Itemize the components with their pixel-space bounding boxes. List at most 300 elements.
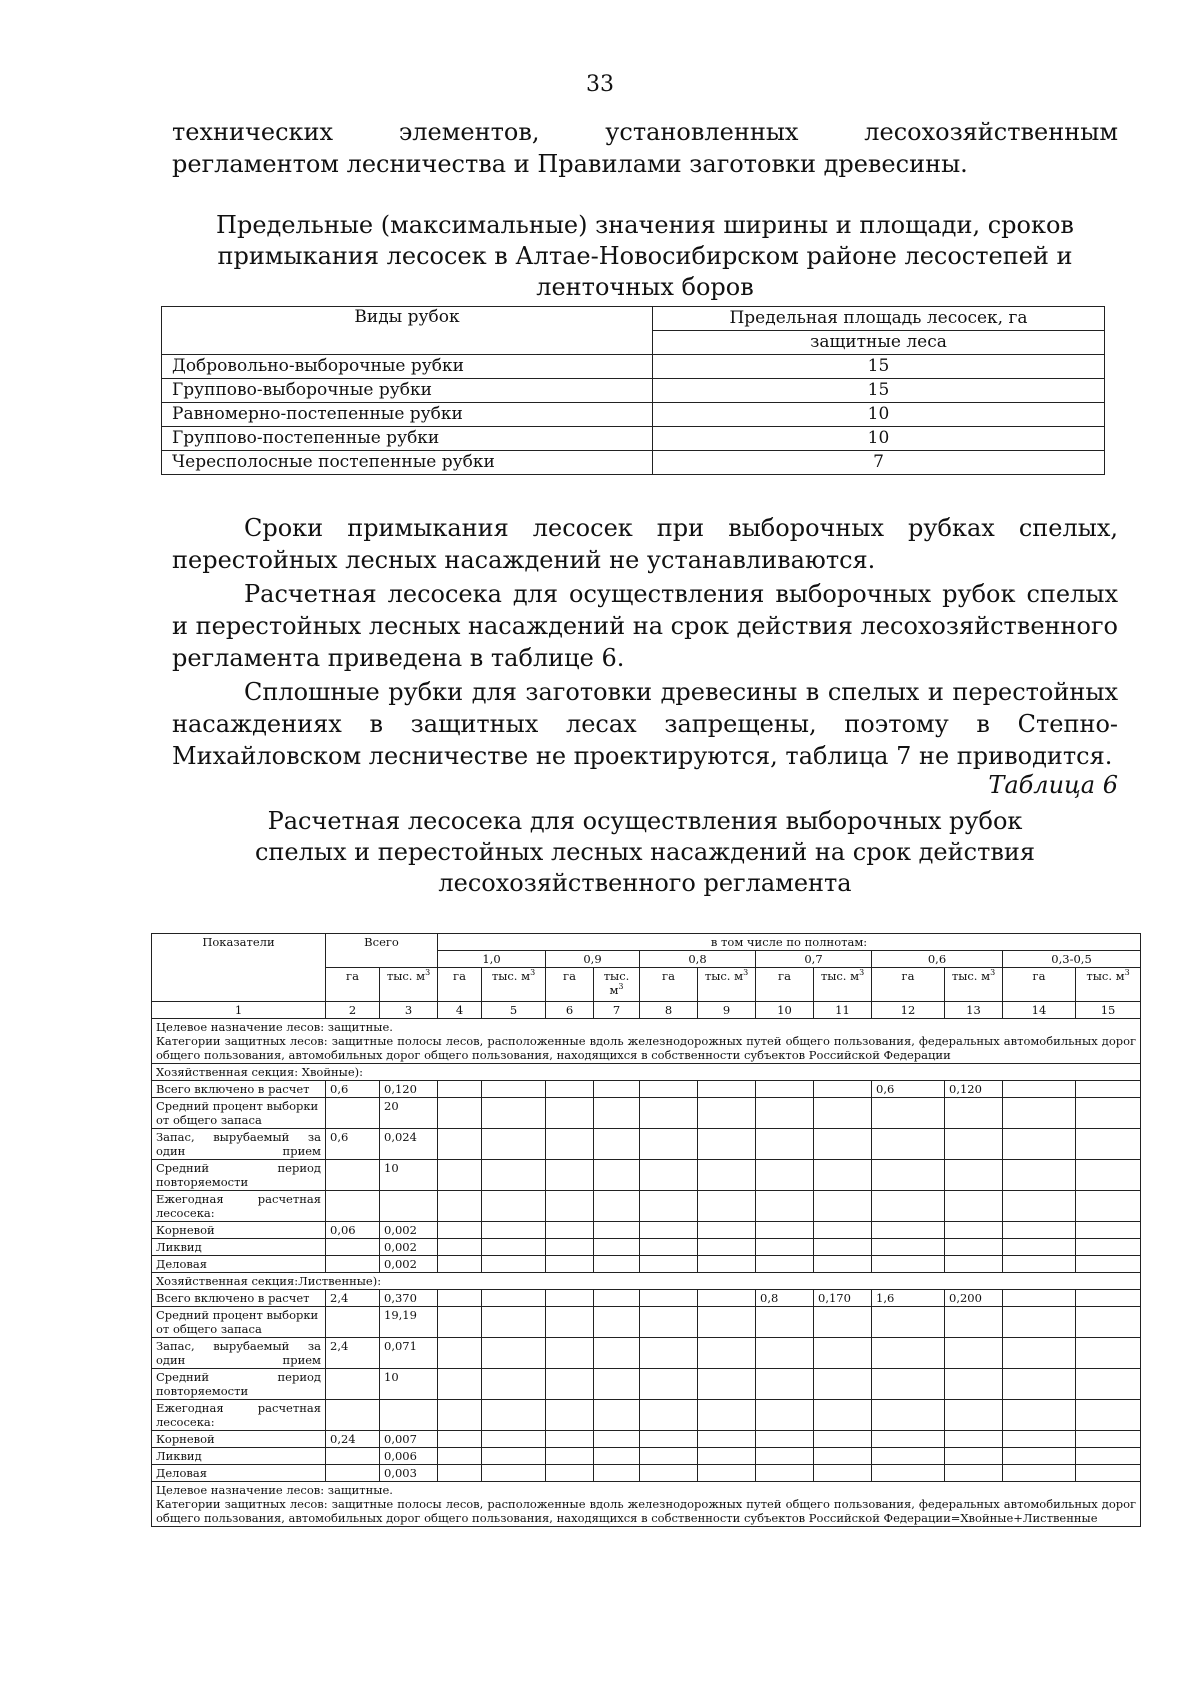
t1-row-name: Равномерно-постепенные рубки: [162, 403, 653, 427]
t2-cell: [698, 1290, 756, 1307]
t2-cell: [1076, 1369, 1141, 1400]
t2-cell: [438, 1256, 482, 1273]
t2-cell: [945, 1431, 1003, 1448]
t2-colnum: 10: [756, 1002, 814, 1019]
t2-cell: [1003, 1129, 1076, 1160]
t2-cell: [326, 1448, 380, 1465]
t2-unit-vol: тыс. $м^3$: [482, 968, 546, 1002]
t2-cell: 0,006: [380, 1448, 438, 1465]
t2-cell: [945, 1448, 1003, 1465]
t2-cell: [640, 1369, 698, 1400]
t2-unit-ha: га: [756, 968, 814, 1002]
t2-cell: [546, 1129, 594, 1160]
t2-density: 0,6: [872, 951, 1003, 968]
t2-column-numbers: [152, 1002, 1141, 1019]
t2-cell: [640, 1222, 698, 1239]
t2-h-by-density: в том числе по полнотам:: [438, 934, 1141, 951]
t2-cell: [698, 1191, 756, 1222]
t2-cell: 0,06: [326, 1222, 380, 1239]
t2-cell: [482, 1338, 546, 1369]
paragraph-1: Сроки примыкания лесосек при выборочных рубках спелых, перестойных лесных насаждений не устанавливаются.: [172, 514, 1118, 574]
table-row: [152, 1191, 1141, 1222]
t2-row-label: Средний процент выборки от общего запаса: [152, 1307, 326, 1338]
t2-colnum: 13: [945, 1002, 1003, 1019]
t2-cell: 0,6: [872, 1081, 945, 1098]
t2-density: 0,8: [640, 951, 756, 968]
t2-cell: [1076, 1160, 1141, 1191]
t2-cell: [756, 1465, 814, 1482]
t2-cell: [1003, 1222, 1076, 1239]
t2-cell: [546, 1369, 594, 1400]
t2-cell: [756, 1307, 814, 1338]
t2-row-label: Ликвид: [152, 1239, 326, 1256]
t2-cell: [1003, 1256, 1076, 1273]
t2-cell: [438, 1160, 482, 1191]
t1-row-value: 10: [653, 403, 1105, 427]
t1-row-name: Группово-постепенные рубки: [162, 427, 653, 451]
t2-cell: [438, 1448, 482, 1465]
t2-cell: [872, 1191, 945, 1222]
t2-cell: [756, 1191, 814, 1222]
t2-cell: 0,003: [380, 1465, 438, 1482]
t2-cell: [640, 1307, 698, 1338]
t2-cell: [945, 1160, 1003, 1191]
t2-cell: 0,002: [380, 1222, 438, 1239]
t2-row-label: Ежегодная расчетная лесосека:: [152, 1400, 326, 1431]
t2-cell: [482, 1098, 546, 1129]
t2-cell: [594, 1098, 640, 1129]
t2-colnum: 5: [482, 1002, 546, 1019]
t2-cell: [814, 1465, 872, 1482]
t2-row-label: Запас, вырубаемый за один прием: [152, 1129, 326, 1160]
t2-row-label: Корневой: [152, 1431, 326, 1448]
t2-cell: [1076, 1465, 1141, 1482]
t2-cell: [640, 1160, 698, 1191]
t2-cell: [326, 1465, 380, 1482]
t2-cell: [945, 1239, 1003, 1256]
table-row: [152, 1338, 1141, 1369]
t2-cell: [1076, 1222, 1141, 1239]
t2-cell: [546, 1465, 594, 1482]
t2-cell: [1003, 1307, 1076, 1338]
t2-cell: [546, 1222, 594, 1239]
t2-cell: [1003, 1081, 1076, 1098]
t2-cell: [640, 1256, 698, 1273]
t2-cell: [872, 1448, 945, 1465]
t2-cell: [594, 1222, 640, 1239]
t2-cell: 20: [380, 1098, 438, 1129]
t2-cell: [872, 1239, 945, 1256]
t2-categories-footer: Категории защитных лесов: защитные полосы лесов, расположенные вдоль железнодорожных путей общего пользования, федеральных автомобильных дорог общего пользования, автомобильных дорог общего пользования, находящихся в собственности субъектов Российской Федерации=Хвойные+Лиственные: [156, 1497, 1137, 1525]
t2-colnum: 14: [1003, 1002, 1076, 1019]
t1-row-name: Группово-выборочные рубки: [162, 379, 653, 403]
t2-cell: [698, 1448, 756, 1465]
t2-cell: [814, 1400, 872, 1431]
t2-cell: [482, 1307, 546, 1338]
t2-cell: [594, 1338, 640, 1369]
paragraph-3: Сплошные рубки для заготовки древесины в спелых и перестойных насаждениях в защитных лесах запрещены, поэтому в Степно-Михайловском лесничестве не проектируются, таблица 7 не приводится.: [172, 678, 1118, 770]
t2-row-label: Ликвид: [152, 1448, 326, 1465]
t2-cell: [640, 1400, 698, 1431]
t2-cell: [482, 1160, 546, 1191]
t2-row-label: Средний период повторяемости: [152, 1160, 326, 1191]
t2-unit-vol: тыс. $м^3$: [698, 968, 756, 1002]
t2-cell: [482, 1465, 546, 1482]
t2-cell: [698, 1400, 756, 1431]
t2-cell: [698, 1081, 756, 1098]
t2-cell: [326, 1256, 380, 1273]
t2-cell: [438, 1290, 482, 1307]
table-row: [152, 1431, 1141, 1448]
t2-cell: [546, 1431, 594, 1448]
t2-cell: [945, 1400, 1003, 1431]
t2-cell: [438, 1465, 482, 1482]
t2-cell: 0,200: [945, 1290, 1003, 1307]
t2-cell: [594, 1400, 640, 1431]
table-row: [162, 355, 1105, 379]
t2-cell: [872, 1465, 945, 1482]
t2-cell: [438, 1307, 482, 1338]
t2-cell: [1076, 1256, 1141, 1273]
t2-cell: 0,170: [814, 1290, 872, 1307]
t2-cell: [438, 1369, 482, 1400]
t2-cell: [698, 1431, 756, 1448]
t1-header-kinds: Виды рубок: [162, 307, 653, 355]
table1-cutting-limits: [161, 306, 1105, 475]
t2-cell: 0,24: [326, 1431, 380, 1448]
t2-colnum: 3: [380, 1002, 438, 1019]
t2-cell: 0,002: [380, 1239, 438, 1256]
t2-cell: [872, 1338, 945, 1369]
t2-cell: [438, 1081, 482, 1098]
t1-header-area: Предельная площадь лесосек, га: [653, 307, 1105, 331]
table-row: [152, 1239, 1141, 1256]
t2-cell: [1003, 1098, 1076, 1129]
t2-cell: [546, 1290, 594, 1307]
t2-colnum: 2: [326, 1002, 380, 1019]
t2-cell: [872, 1256, 945, 1273]
t2-cell: [1003, 1400, 1076, 1431]
t2-cell: [546, 1098, 594, 1129]
t2-row-label: Корневой: [152, 1222, 326, 1239]
t2-cell: [438, 1098, 482, 1129]
t2-cell: [872, 1431, 945, 1448]
t2-cell: [594, 1431, 640, 1448]
t2-categories: Категории защитных лесов: защитные полосы лесов, расположенные вдоль железнодорожных путей общего пользования, федеральных автомобильных дорог общего пользования, автомобильных дорог общего пользования, находящихся в собственности субъектов Российской Федерации: [156, 1034, 1137, 1062]
t2-cell: [380, 1400, 438, 1431]
t2-cell: [482, 1239, 546, 1256]
t2-cell: [1076, 1431, 1141, 1448]
t2-cell: [945, 1256, 1003, 1273]
t2-cell: [814, 1448, 872, 1465]
t2-cell: [482, 1369, 546, 1400]
t2-cell: [698, 1129, 756, 1160]
t2-h-total: Всего: [326, 934, 438, 968]
t2-cell: [814, 1431, 872, 1448]
t2-cell: [1076, 1098, 1141, 1129]
t2-footer-block: [152, 1482, 1141, 1527]
t2-cell: [1076, 1448, 1141, 1465]
t2-cell: [872, 1400, 945, 1431]
t2-cell: [1076, 1081, 1141, 1098]
t2-cell: [438, 1338, 482, 1369]
t2-cell: 0,002: [380, 1256, 438, 1273]
t1-subheader: защитные леса: [653, 331, 1105, 355]
t2-cell: [1003, 1239, 1076, 1256]
table-row: [152, 1098, 1141, 1129]
t2-unit-ha: га: [326, 968, 380, 1002]
t2-cell: [326, 1400, 380, 1431]
t2-colnum: 6: [546, 1002, 594, 1019]
t2-cell: [814, 1160, 872, 1191]
t2-cell: [756, 1239, 814, 1256]
t2-cell: [326, 1239, 380, 1256]
t2-cell: [698, 1239, 756, 1256]
t2-cell: [640, 1338, 698, 1369]
table1-caption: Предельные (максимальные) значения ширины и площади, сроков примыкания лесосек в Алтае-Новосибирском районе лесостепей и ленточных боров: [216, 211, 1074, 301]
t2-density: 0,9: [546, 951, 640, 968]
t2-cell: [698, 1098, 756, 1129]
t2-colnum: 1: [152, 1002, 326, 1019]
t2-cell: [326, 1369, 380, 1400]
t2-cell: [698, 1338, 756, 1369]
table-row: [152, 1222, 1141, 1239]
t2-cell: [482, 1400, 546, 1431]
t1-row-value: 15: [653, 379, 1105, 403]
t2-cell: [1076, 1290, 1141, 1307]
t2-cell: [640, 1239, 698, 1256]
t2-cell: [546, 1307, 594, 1338]
t2-cell: [945, 1307, 1003, 1338]
table-row: [162, 379, 1105, 403]
t2-cell: [756, 1098, 814, 1129]
t1-row-value: 10: [653, 427, 1105, 451]
t2-unit-ha: га: [1003, 968, 1076, 1002]
t2-cell: [482, 1191, 546, 1222]
t2-cell: 0,120: [945, 1081, 1003, 1098]
t2-cell: [640, 1448, 698, 1465]
t2-cell: [1076, 1129, 1141, 1160]
table-row: [152, 1256, 1141, 1273]
t2-cell: [438, 1191, 482, 1222]
page-number: 33: [586, 72, 614, 97]
t2-cell: [1003, 1431, 1076, 1448]
t2-unit-vol: тыс. $м^3$: [814, 968, 872, 1002]
t2-section-deciduous: Хозяйственная секция:Лиственные):: [152, 1273, 1141, 1290]
t2-cell: [546, 1160, 594, 1191]
t2-cell: [814, 1098, 872, 1129]
t2-cell: [640, 1431, 698, 1448]
t2-cell: [814, 1129, 872, 1160]
t2-cell: [594, 1290, 640, 1307]
t2-cell: [640, 1465, 698, 1482]
t2-cell: [326, 1098, 380, 1129]
table2-allowable-cut: [151, 933, 1141, 1527]
t2-cell: [814, 1222, 872, 1239]
t2-cell: [594, 1256, 640, 1273]
t2-cell: [698, 1160, 756, 1191]
table-row: [162, 427, 1105, 451]
t2-cell: [945, 1129, 1003, 1160]
t2-cell: [1076, 1307, 1141, 1338]
t2-section2-body: [152, 1290, 1141, 1482]
t2-cell: [326, 1160, 380, 1191]
t2-section-conifer: Хозяйственная секция: Хвойные):: [152, 1064, 1141, 1081]
paragraph-2: Расчетная лесосека для осуществления выборочных рубок спелых и перестойных лесных насаждений на срок действия лесохозяйственного регламента приведена в таблице 6.: [172, 580, 1118, 672]
table-row: [162, 451, 1105, 475]
t2-cell: [546, 1239, 594, 1256]
t2-cell: [438, 1239, 482, 1256]
t2-cell: [482, 1431, 546, 1448]
t2-cell: [594, 1239, 640, 1256]
t2-cell: [438, 1400, 482, 1431]
t2-cell: [640, 1191, 698, 1222]
t2-cell: [594, 1369, 640, 1400]
t2-cell: [482, 1129, 546, 1160]
t2-cell: [1076, 1400, 1141, 1431]
t2-cell: [756, 1081, 814, 1098]
t2-cell: [594, 1160, 640, 1191]
t2-cell: [438, 1129, 482, 1160]
t2-row-label: Ежегодная расчетная лесосека:: [152, 1191, 326, 1222]
t2-cell: 0,370: [380, 1290, 438, 1307]
t2-row-label: Всего включено в расчет: [152, 1290, 326, 1307]
t2-cell: [594, 1448, 640, 1465]
t2-row-label: Средний процент выборки от общего запаса: [152, 1098, 326, 1129]
t2-cell: 2,4: [326, 1290, 380, 1307]
t2-cell: [640, 1129, 698, 1160]
t2-colnum: 15: [1076, 1002, 1141, 1019]
t2-cell: [1003, 1160, 1076, 1191]
t2-cell: [945, 1191, 1003, 1222]
t2-colnum: 12: [872, 1002, 945, 1019]
t2-cell: 19,19: [380, 1307, 438, 1338]
t2-density: 0,3-0,5: [1003, 951, 1141, 968]
t2-cell: [945, 1369, 1003, 1400]
table-row: [152, 1290, 1141, 1307]
t2-unit-vol: тыс. $м^3$: [594, 968, 640, 1002]
t2-cell: [546, 1191, 594, 1222]
t2-cell: [945, 1338, 1003, 1369]
t2-cell: [326, 1307, 380, 1338]
t2-cell: [1003, 1369, 1076, 1400]
t2-cell: [482, 1081, 546, 1098]
t2-cell: [438, 1222, 482, 1239]
t2-cell: [594, 1129, 640, 1160]
t2-cell: 1,6: [872, 1290, 945, 1307]
t1-row-name: Чересполосные постепенные рубки: [162, 451, 653, 475]
t2-cell: [872, 1160, 945, 1191]
t2-unit-ha: га: [640, 968, 698, 1002]
t2-purpose-block: [152, 1019, 1141, 1064]
t2-cell: [756, 1400, 814, 1431]
t2-cell: [756, 1369, 814, 1400]
t2-colnum: 8: [640, 1002, 698, 1019]
t2-cell: [945, 1465, 1003, 1482]
t2-cell: [872, 1222, 945, 1239]
t2-cell: [594, 1191, 640, 1222]
t2-purpose: Целевое назначение лесов: защитные.: [156, 1020, 393, 1034]
t2-colnum: 9: [698, 1002, 756, 1019]
t2-cell: 0,8: [756, 1290, 814, 1307]
t2-cell: [482, 1256, 546, 1273]
table-row: [152, 1307, 1141, 1338]
table-row: [152, 1400, 1141, 1431]
t2-row-label: Деловая: [152, 1465, 326, 1482]
t2-unit-ha: га: [872, 968, 945, 1002]
t2-cell: [438, 1431, 482, 1448]
t2-cell: [872, 1369, 945, 1400]
t2-cell: [756, 1160, 814, 1191]
table2-label: Таблица 6: [988, 771, 1118, 799]
t2-cell: 0,024: [380, 1129, 438, 1160]
t2-cell: 0,6: [326, 1081, 380, 1098]
t1-row-name: Добровольно-выборочные рубки: [162, 355, 653, 379]
t2-cell: [756, 1256, 814, 1273]
t2-cell: [1003, 1338, 1076, 1369]
t2-unit-ha: га: [546, 968, 594, 1002]
t2-purpose-footer: Целевое назначение лесов: защитные.: [156, 1483, 393, 1497]
t2-cell: [756, 1431, 814, 1448]
t2-cell: [814, 1191, 872, 1222]
table-row: [152, 1160, 1141, 1191]
t2-cell: [594, 1307, 640, 1338]
t2-cell: [945, 1222, 1003, 1239]
t2-cell: [640, 1290, 698, 1307]
t2-cell: [326, 1191, 380, 1222]
t2-cell: 0,071: [380, 1338, 438, 1369]
t2-cell: 10: [380, 1160, 438, 1191]
t2-cell: [756, 1448, 814, 1465]
t2-cell: [756, 1129, 814, 1160]
t2-cell: [698, 1256, 756, 1273]
t2-cell: [814, 1307, 872, 1338]
t2-cell: [594, 1465, 640, 1482]
t2-cell: [698, 1369, 756, 1400]
t2-cell: [756, 1222, 814, 1239]
t2-colnum: 11: [814, 1002, 872, 1019]
t1-row-value: 15: [653, 355, 1105, 379]
t2-cell: [640, 1081, 698, 1098]
t2-cell: [482, 1290, 546, 1307]
table-row: [152, 1369, 1141, 1400]
t2-cell: [640, 1098, 698, 1129]
t2-cell: [482, 1222, 546, 1239]
t2-cell: [482, 1448, 546, 1465]
t2-cell: [594, 1081, 640, 1098]
t2-cell: [698, 1307, 756, 1338]
t2-cell: 0,6: [326, 1129, 380, 1160]
t2-cell: [546, 1256, 594, 1273]
intro-paragraph: технических элементов, установленных лесохозяйственным регламентом лесничества и Правилами заготовки древесины.: [172, 118, 1118, 178]
table-row: [162, 403, 1105, 427]
t2-section1-body: [152, 1081, 1141, 1273]
t2-row-label: Всего включено в расчет: [152, 1081, 326, 1098]
t2-row-label: Средний период повторяемости: [152, 1369, 326, 1400]
t2-cell: [698, 1222, 756, 1239]
t2-cell: [872, 1129, 945, 1160]
t2-cell: [546, 1448, 594, 1465]
t2-cell: 0,120: [380, 1081, 438, 1098]
t2-unit-vol: тыс. $м^3$: [380, 968, 438, 1002]
table-row: [152, 1129, 1141, 1160]
t2-cell: [1076, 1338, 1141, 1369]
t2-cell: [945, 1098, 1003, 1129]
t2-cell: [756, 1338, 814, 1369]
t2-cell: [814, 1239, 872, 1256]
t2-cell: 0,007: [380, 1431, 438, 1448]
t2-cell: [380, 1191, 438, 1222]
